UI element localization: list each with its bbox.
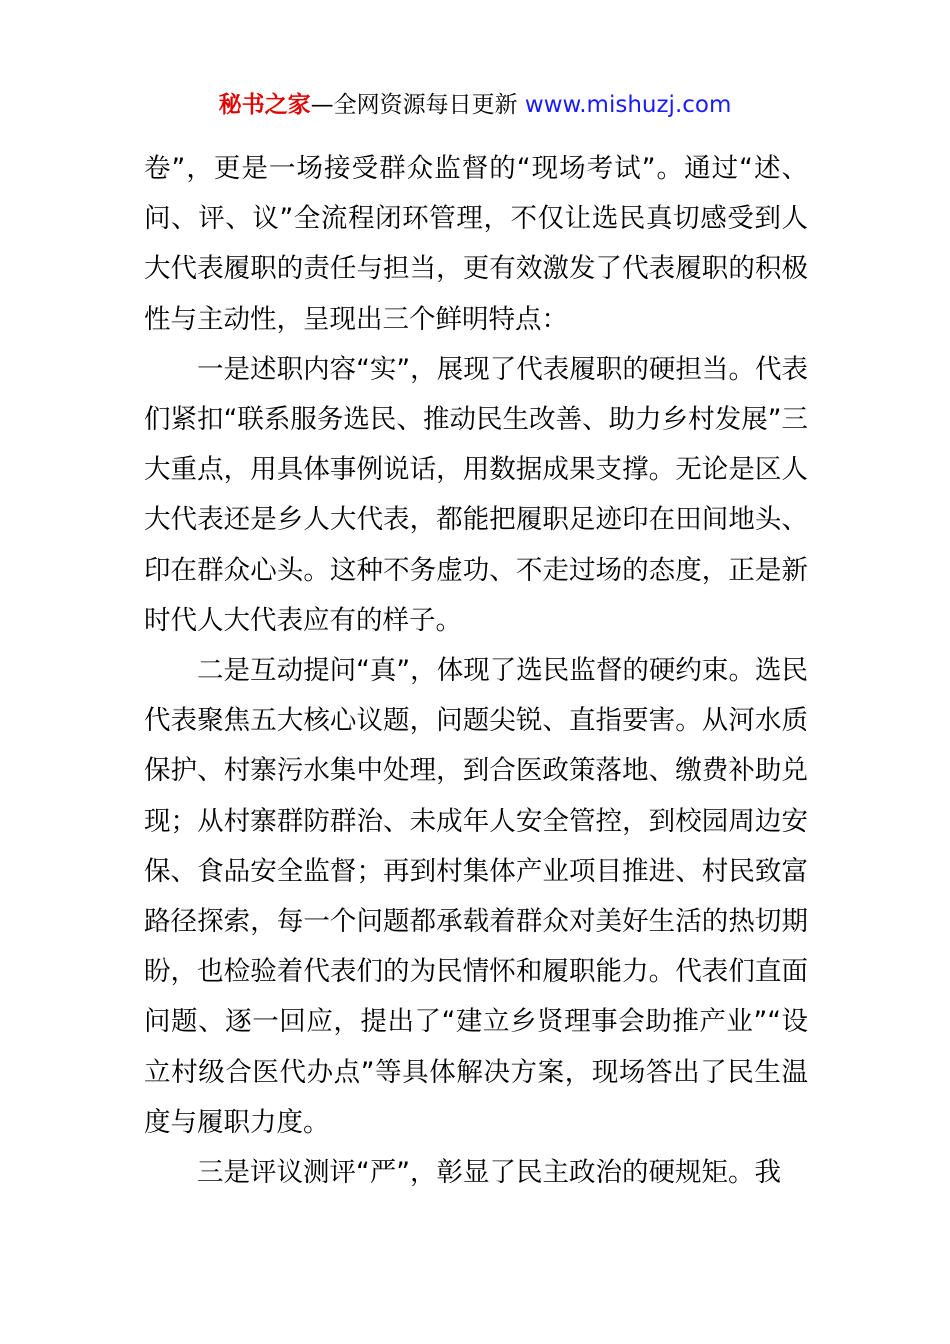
paragraph-continuation: 卷”，更是一场接受群众监督的“现场考试”。通过“述、问、评、议”全流程闭环管理，不仅让选民真切感受到人大代表履职的责任与担当，更有效激发了代表履职的积极性与主动性，呈现出三个鲜明特点： xyxy=(144,153,808,335)
page-header xyxy=(0,88,950,122)
document-body xyxy=(144,144,808,1198)
paragraph-point-one: 一是述职内容“实”，展现了代表履职的硬担当。代表们紧扣“联系服务选民、推动民生改善、助力乡村发展”三大重点，用具体事例说话，用数据成果支撑。无论是区人大代表还是乡人大代表，都能把履职足迹印在田间地头、印在群众心头。这种不务虚功、不走过场的态度，正是新时代人大代表应有的样子。 xyxy=(144,353,808,636)
site-brand: 秘书之家 xyxy=(218,92,311,118)
paragraph-point-three: 三是评议测评“严”，彰显了民主政治的硬规矩。我 xyxy=(197,1157,781,1189)
site-tagline: —全网资源每日更新 xyxy=(310,92,525,118)
site-url-link[interactable]: www.mishuzj.com xyxy=(524,92,732,118)
paragraph-point-two: 二是互动提问“真”，体现了选民监督的硬约束。选民代表聚焦五大核心议题，问题尖锐、直指要害。从河水质保护、村寨污水集中处理，到合医政策落地、缴费补助兑现；从村寨群防群治、未成年人安全管控，到校园周边安保、食品安全监督；再到村集体产业项目推进、村民致富路径探索，每一个问题都承载着群众对美好生活的热切期盼，也检验着代表们的为民情怀和履职能力。代表们直面问题、逐一回应，提出了“建立乡贤理事会助推产业”“设立村级合医代办点”等具体解决方案，现场答出了民生温度与履职力度。 xyxy=(144,655,808,1138)
